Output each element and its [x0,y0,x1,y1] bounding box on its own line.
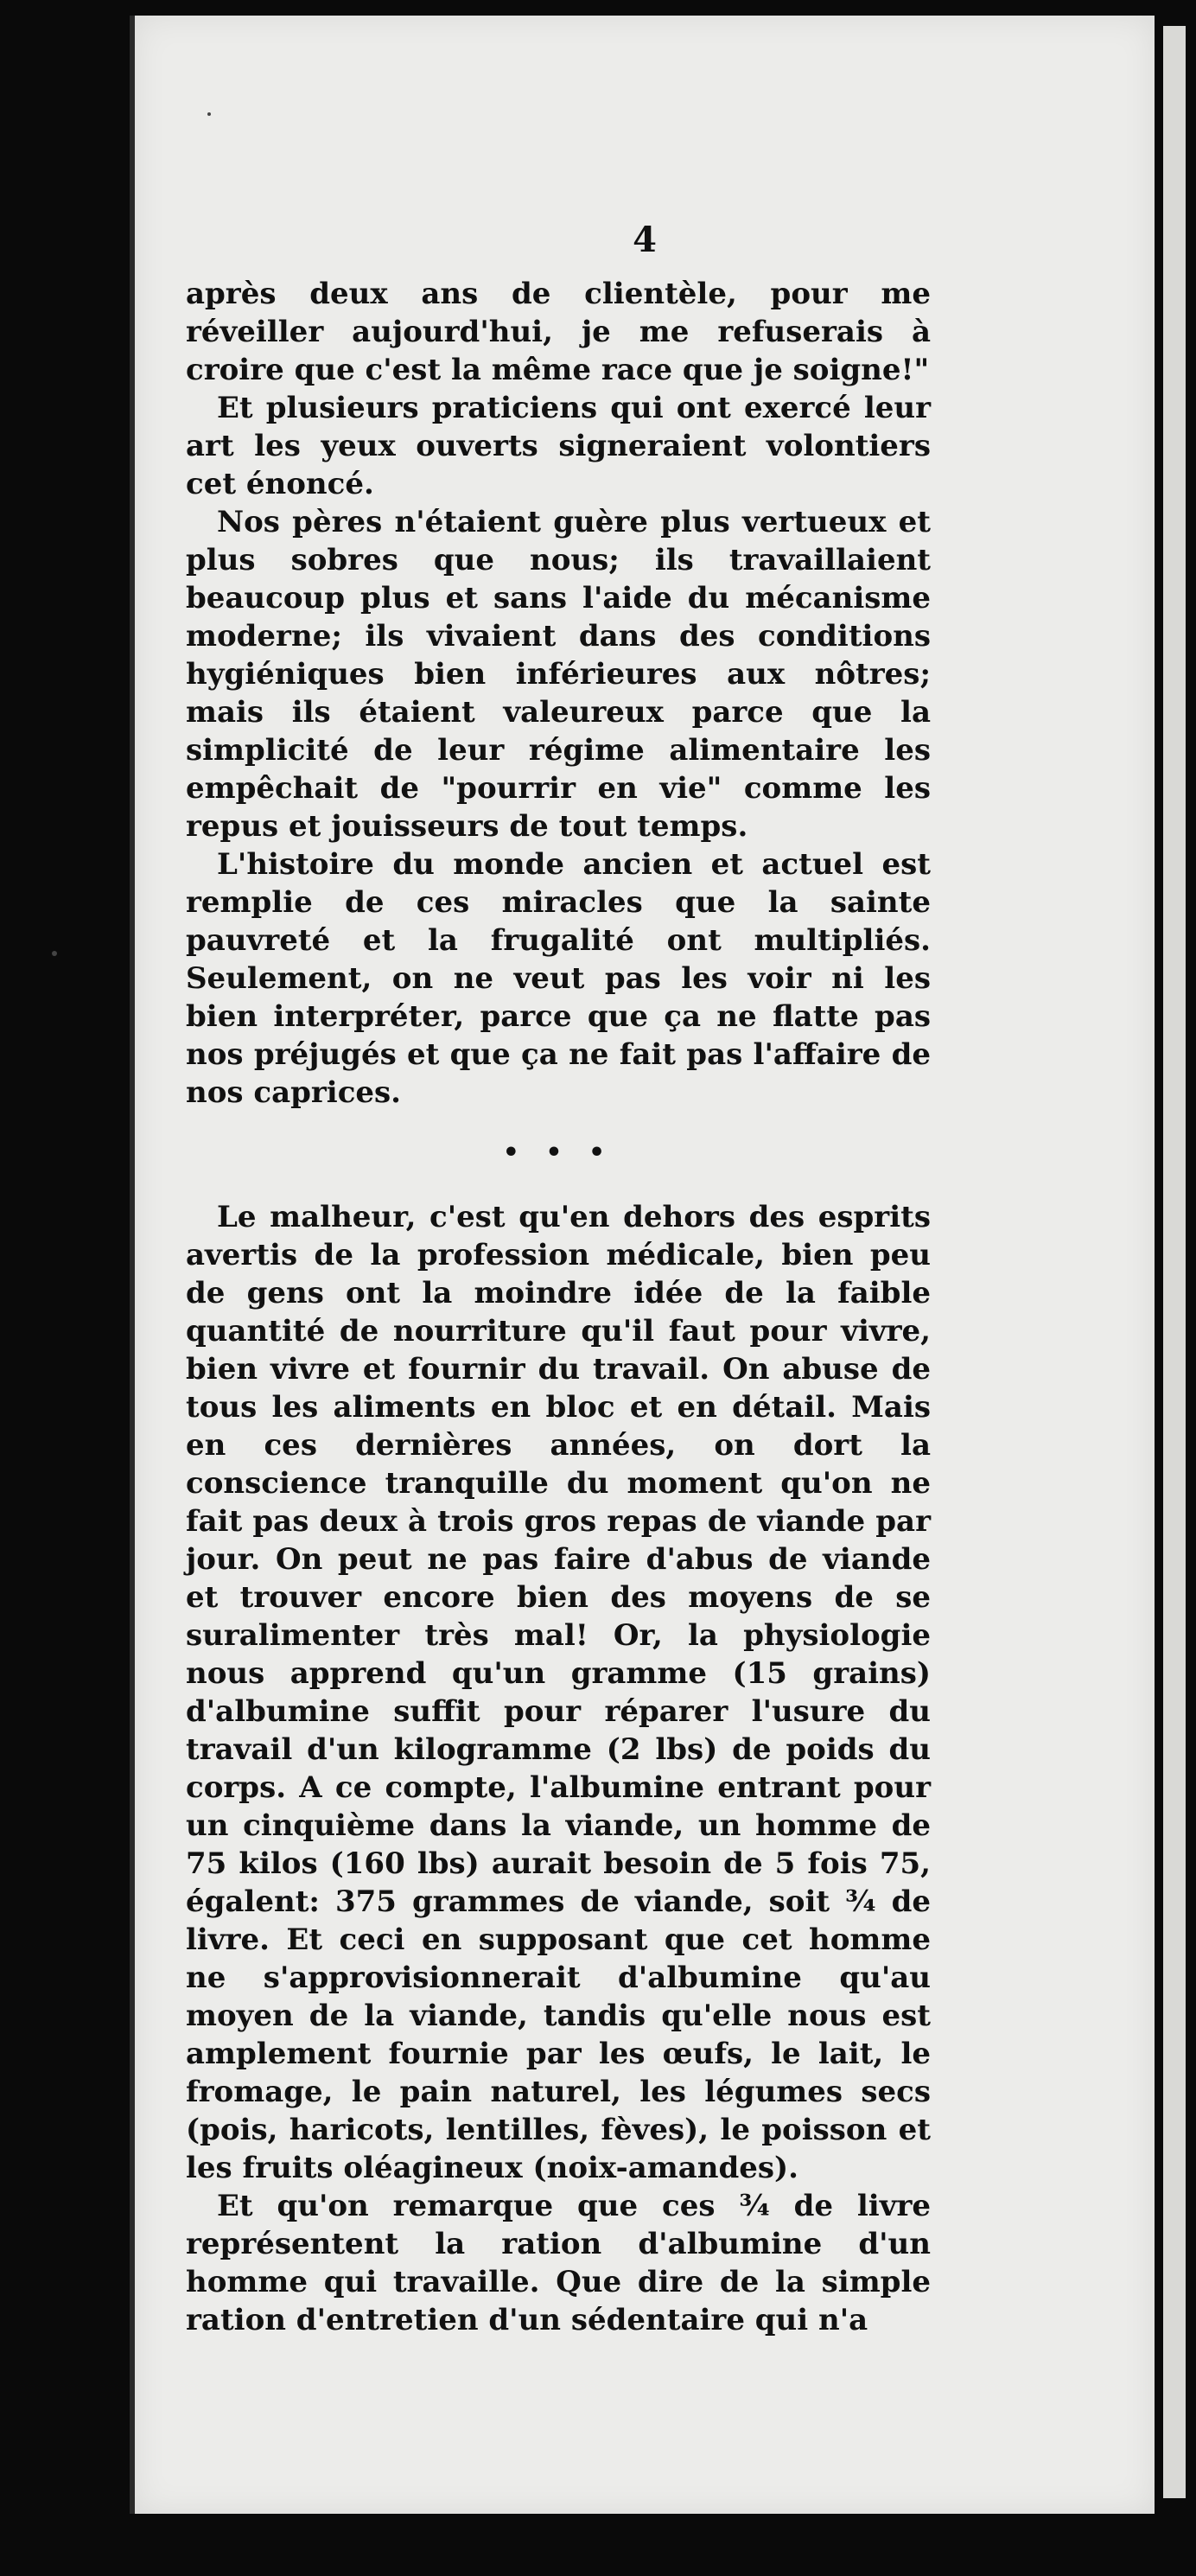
adjacent-page-edge [1163,26,1186,2498]
paragraph-1: après deux ans de clientèle, pour me réveiller aujourd'hui, je me refuserais à croire que c'est la même race que je soigne!" [186,277,931,387]
paragraph-6: Et qu'on remarque que ces ¾ de livre représentent la ration d'albumine d'un homme qui travaille. Que dire de la simple ration d'entretien d'un sédentaire qui n'a [186,2189,931,2337]
body-text [186,275,931,2339]
paragraph-3: Nos pères n'étaient guère plus vertueux et plus sobres que nous; ils travaillaient beaucoup plus et sans l'aide du mécanisme moderne; ils vivaient dans des conditions hygiéniques bien inférieures aux nôtres; mais ils étaient valeureux parce que la simplicité de leur régime alimentaire les empêchait de "pourrir en vie" comme les repus et jouisseurs de tout temps. [186,505,931,844]
scan-speck [52,951,57,956]
paragraph-2: Et plusieurs praticiens qui ont exercé leur art les yeux ouverts signeraient volontiers cet énoncé. [186,391,931,501]
page-number: 4 [633,220,657,260]
paragraph-5: Le malheur, c'est qu'en dehors des esprits avertis de la profession médicale, bien peu de gens ont la moindre idée de la faible quantité de nourriture qu'il faut pour vivre, bien vivre et fournir du travail. On abuse de tous les aliments en bloc et en détail. Mais en ces dernières années, on dort la conscience tranquille du moment qu'on ne fait pas deux à trois gros repas de viande par jour. On peut ne pas faire d'abus de viande et trouver encore bien des moyens de se suralimenter très mal! Or, la physiologie nous apprend qu'un gramme (15 grains) d'albumine suffit pour réparer l'usure du travail d'un kilogramme (2 lbs) de poids du corps. A ce compte, l'albumine entrant pour un cinquième dans la viande, un homme de 75 kilos (160 lbs) aurait besoin de 5 fois 75, égalent: 375 grammes de viande, soit ¾ de livre. Et ceci en supposant que cet homme ne s'approvisionnerait d'albumine qu'au moyen de la viande, tandis qu'elle nous est amplement fournie par les œufs, le lait, le fromage, le pain naturel, les légumes secs (pois, haricots, lentilles, fèves), le poisson et les fruits oléagineux (noix-amandes). [186,1200,931,2185]
scan-speck [207,112,211,116]
paragraph-4: L'histoire du monde ancien et actuel est remplie de ces miracles que la sainte pauvreté et la frugalité ont multipliés. Seulement, on ne veut pas les voir ni les bien interpréter, parce que ça ne flatte pas nos préjugés et que ça ne fait pas l'affaire de nos caprices. [186,847,931,1110]
section-separator: • • • [502,1138,614,1168]
